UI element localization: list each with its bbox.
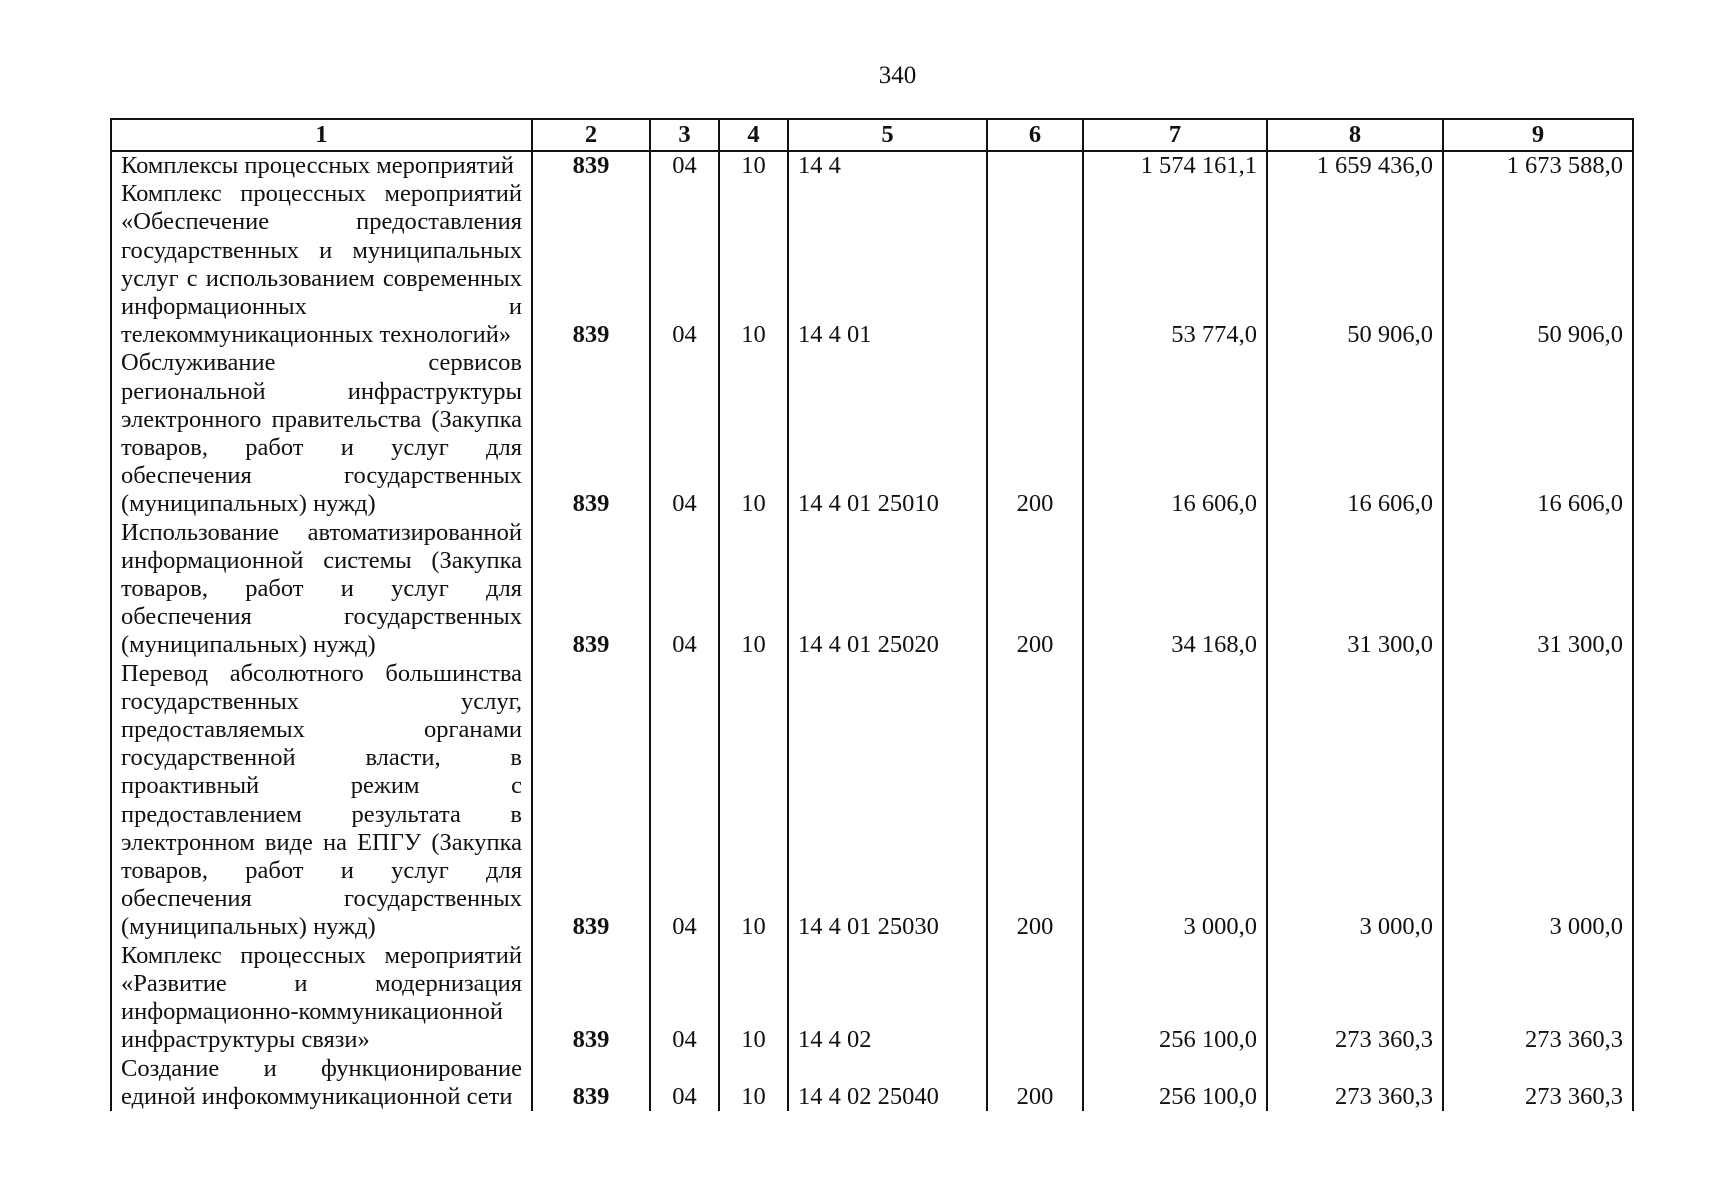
- row-name-line: «Развитие и модернизация: [121, 969, 522, 997]
- expense-type-code: 200: [987, 349, 1083, 518]
- column-header: 3: [650, 119, 719, 151]
- admin-code: 839: [532, 660, 650, 942]
- row-name-line: инфраструктуры связи»: [121, 1026, 370, 1054]
- column-header: 7: [1083, 119, 1267, 151]
- column-header: 5: [788, 119, 987, 151]
- row-name-line: Обслуживание сервисов: [121, 349, 522, 377]
- row-name-line: Перевод абсолютного большинства: [121, 659, 522, 687]
- target-article-code: 14 4 01 25020: [788, 519, 987, 660]
- amount-col-8: 273 360,3: [1267, 942, 1443, 1055]
- subsection-code: 10: [719, 349, 788, 518]
- amount-col-8: 3 000,0: [1267, 660, 1443, 942]
- section-code: 04: [650, 519, 719, 660]
- amount-col-8: 16 606,0: [1267, 349, 1443, 518]
- row-name-line: электронного правительства (Закупка: [121, 405, 522, 433]
- row-name: [111, 519, 532, 660]
- section-code: 04: [650, 151, 719, 180]
- row-name-line: товаров, работ и услуг для: [121, 575, 522, 603]
- column-header: 8: [1267, 119, 1443, 151]
- amount-col-7: 16 606,0: [1083, 349, 1267, 518]
- row-name-line: проактивный режим с: [121, 772, 522, 800]
- admin-code: 839: [532, 942, 650, 1055]
- row-name-line: региональной инфраструктуры: [121, 377, 522, 405]
- amount-col-9: 273 360,3: [1443, 1055, 1633, 1111]
- column-header: 2: [532, 119, 650, 151]
- table-row: [111, 1055, 1633, 1111]
- amount-col-9: 1 673 588,0: [1443, 151, 1633, 180]
- target-article-code: 14 4 02 25040: [788, 1055, 987, 1111]
- table-row: [111, 349, 1633, 518]
- column-header: 1: [111, 119, 532, 151]
- table-row: [111, 151, 1633, 180]
- table-row: [111, 660, 1633, 942]
- row-name-line: Создание и функционирование: [121, 1054, 522, 1082]
- row-name-line: единой инфокоммуникационной сети: [121, 1082, 513, 1110]
- row-name-line: товаров, работ и услуг для: [121, 857, 522, 885]
- row-name-line: товаров, работ и услуг для: [121, 434, 522, 462]
- row-name-line: обеспечения государственных: [121, 885, 522, 913]
- row-name-line: Использование автоматизированной: [121, 518, 522, 546]
- section-code: 04: [650, 1055, 719, 1111]
- amount-col-9: 3 000,0: [1443, 660, 1633, 942]
- amount-col-7: 256 100,0: [1083, 942, 1267, 1055]
- amount-col-7: 1 574 161,1: [1083, 151, 1267, 180]
- row-name-line: (муниципальных) нужд): [121, 490, 376, 518]
- section-code: 04: [650, 180, 719, 349]
- row-name-line: услуг с использованием современных: [121, 264, 522, 292]
- amount-col-8: 31 300,0: [1267, 519, 1443, 660]
- admin-code: 839: [532, 180, 650, 349]
- row-name-line: Комплекс процессных мероприятий: [121, 941, 522, 969]
- row-name: [111, 660, 532, 942]
- expense-type-code: 200: [987, 519, 1083, 660]
- amount-col-9: 50 906,0: [1443, 180, 1633, 349]
- admin-code: 839: [532, 519, 650, 660]
- row-name-line: (муниципальных) нужд): [121, 631, 376, 659]
- amount-col-9: 31 300,0: [1443, 519, 1633, 660]
- row-name: [111, 349, 532, 518]
- row-name-line: телекоммуникационных технологий»: [121, 321, 512, 349]
- expense-type-code: [987, 151, 1083, 180]
- target-article-code: 14 4 01 25010: [788, 349, 987, 518]
- row-name-line: предоставлением результата в: [121, 800, 522, 828]
- table-row: [111, 942, 1633, 1055]
- column-header: 6: [987, 119, 1083, 151]
- table-row: [111, 519, 1633, 660]
- subsection-code: 10: [719, 1055, 788, 1111]
- target-article-code: 14 4 01 25030: [788, 660, 987, 942]
- row-name-line: государственных и муниципальных: [121, 236, 522, 264]
- subsection-code: 10: [719, 942, 788, 1055]
- subsection-code: 10: [719, 660, 788, 942]
- section-code: 04: [650, 942, 719, 1055]
- amount-col-7: 256 100,0: [1083, 1055, 1267, 1111]
- row-name-line: «Обеспечение предоставления: [121, 208, 522, 236]
- amount-col-7: 3 000,0: [1083, 660, 1267, 942]
- row-name: [111, 1055, 532, 1111]
- table-header-row: [111, 119, 1633, 151]
- subsection-code: 10: [719, 151, 788, 180]
- amount-col-9: 16 606,0: [1443, 349, 1633, 518]
- page-number: 340: [878, 62, 917, 89]
- amount-col-7: 53 774,0: [1083, 180, 1267, 349]
- expense-type-code: [987, 942, 1083, 1055]
- admin-code: 839: [532, 1055, 650, 1111]
- amount-col-8: 273 360,3: [1267, 1055, 1443, 1111]
- amount-col-7: 34 168,0: [1083, 519, 1267, 660]
- amount-col-8: 1 659 436,0: [1267, 151, 1443, 180]
- amount-col-8: 50 906,0: [1267, 180, 1443, 349]
- expense-type-code: 200: [987, 660, 1083, 942]
- section-code: 04: [650, 349, 719, 518]
- budget-table: [110, 118, 1634, 1111]
- row-name-line: информационной системы (Закупка: [121, 546, 522, 574]
- subsection-code: 10: [719, 180, 788, 349]
- row-name-line: обеспечения государственных: [121, 603, 522, 631]
- row-name: [111, 151, 532, 180]
- column-header: 9: [1443, 119, 1633, 151]
- section-code: 04: [650, 660, 719, 942]
- subsection-code: 10: [719, 519, 788, 660]
- row-name-line: информационно-коммуникационной: [121, 998, 503, 1026]
- row-name-line: информационных и: [121, 293, 522, 321]
- amount-col-9: 273 360,3: [1443, 942, 1633, 1055]
- row-name-line: Комплексы процессных мероприятий: [121, 152, 514, 179]
- table-row: [111, 180, 1633, 349]
- target-article-code: 14 4 01: [788, 180, 987, 349]
- admin-code: 839: [532, 151, 650, 180]
- table-body: [111, 151, 1633, 1111]
- row-name-line: Комплекс процессных мероприятий: [121, 180, 522, 208]
- expense-type-code: 200: [987, 1055, 1083, 1111]
- row-name-line: государственной власти, в: [121, 744, 522, 772]
- expense-type-code: [987, 180, 1083, 349]
- row-name-line: государственных услуг,: [121, 687, 522, 715]
- admin-code: 839: [532, 349, 650, 518]
- target-article-code: 14 4: [788, 151, 987, 180]
- column-header: 4: [719, 119, 788, 151]
- row-name: [111, 942, 532, 1055]
- row-name-line: предоставляемых органами: [121, 716, 522, 744]
- row-name-line: обеспечения государственных: [121, 462, 522, 490]
- row-name-line: электронном виде на ЕПГУ (Закупка: [121, 828, 522, 856]
- row-name: [111, 180, 532, 349]
- target-article-code: 14 4 02: [788, 942, 987, 1055]
- row-name-line: (муниципальных) нужд): [121, 913, 376, 941]
